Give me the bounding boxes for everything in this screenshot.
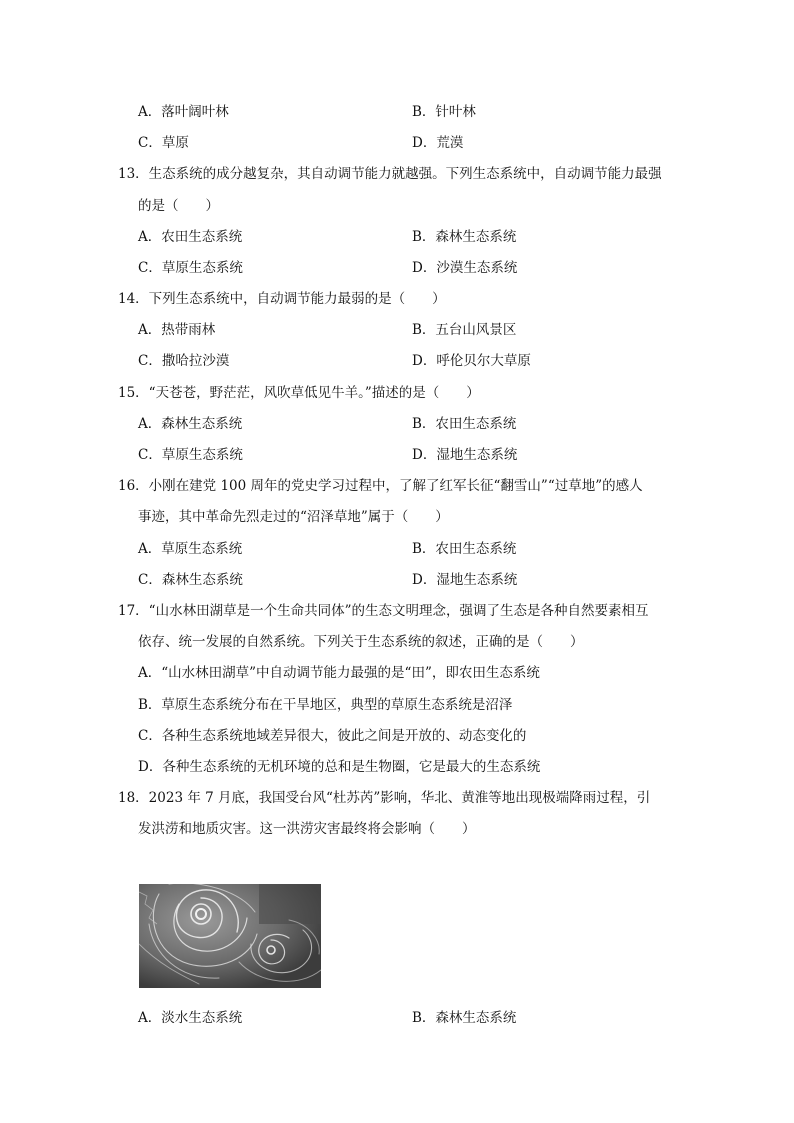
q14-option-d: D．呼伦贝尔大草原: [412, 353, 531, 369]
q16-option-d: D．湿地生态系统: [412, 572, 518, 588]
q16-stem-cont: 事迹，其中革命先烈走过的“沼泽草地”属于（ ）: [138, 509, 449, 525]
q16-option-c: C．森林生态系统: [138, 572, 243, 588]
q17-option-b: B．草原生态系统分布在干旱地区，典型的草原生态系统是沼泽: [138, 697, 513, 713]
q18-stem: 18．2023 年 7 月底，我国受台风“杜苏芮”影响，华北、黄淮等地出现极端降雨过程，引: [118, 790, 651, 806]
q16-stem: 16．小刚在建党 100 周年的党史学习过程中，了解了红军长征“翻雪山”“过草地”的感人: [118, 478, 643, 494]
q12-option-a: A．落叶阔叶林: [138, 104, 229, 120]
q12-option-b: B．针叶林: [412, 104, 476, 120]
q13-stem-cont: 的是（ ）: [138, 198, 219, 214]
q17-stem-cont: 依存、统一发展的自然系统。下列关于生态系统的叙述，正确的是（ ）: [138, 634, 584, 650]
q15-option-b: B．农田生态系统: [412, 416, 517, 432]
q17-option-d: D．各种生态系统的无机环境的总和是生物圈，它是最大的生态系统: [138, 759, 541, 775]
q14-stem: 14．下列生态系统中，自动调节能力最弱的是（ ）: [118, 291, 446, 307]
q13-option-b: B．森林生态系统: [412, 229, 517, 245]
q18-option-a: A．淡水生态系统: [138, 1010, 243, 1026]
q17-option-a: A．“山水林田湖草”中自动调节能力最强的是“田”，即农田生态系统: [138, 665, 540, 681]
q14-option-a: A．热带雨林: [138, 322, 216, 338]
q17-option-c: C．各种生态系统地域差异很大，彼此之间是开放的、动态变化的: [138, 728, 527, 744]
q14-option-c: C．撒哈拉沙漠: [138, 353, 230, 369]
q18-option-b: B．森林生态系统: [412, 1010, 517, 1026]
q12-option-d: D．荒漠: [412, 135, 464, 151]
q17-stem: 17．“山水林田湖草是一个生命共同体”的生态文明理念，强调了生态是各种自然要素相互: [118, 603, 649, 619]
q15-option-a: A．森林生态系统: [138, 416, 243, 432]
q15-option-c: C．草原生态系统: [138, 447, 243, 463]
q14-option-b: B．五台山风景区: [412, 322, 517, 338]
q12-option-c: C．草原: [138, 135, 189, 151]
q16-option-a: A．草原生态系统: [138, 541, 243, 557]
q13-option-c: C．草原生态系统: [138, 260, 243, 276]
q16-option-b: B．农田生态系统: [412, 541, 517, 557]
q18-stem-cont: 发洪涝和地质灾害。这一洪涝灾害最终将会影响（ ）: [138, 821, 476, 837]
q13-option-a: A．农田生态系统: [138, 229, 243, 245]
q13-stem: 13．生态系统的成分越复杂，其自动调节能力就越强。下列生态系统中，自动调节能力最强: [118, 166, 662, 182]
q15-stem: 15．“天苍苍，野茫茫，风吹草低见牛羊。”描述的是（ ）: [118, 385, 480, 401]
q15-option-d: D．湿地生态系统: [412, 447, 518, 463]
typhoon-satellite-image: [139, 884, 321, 988]
q13-option-d: D．沙漠生态系统: [412, 260, 518, 276]
